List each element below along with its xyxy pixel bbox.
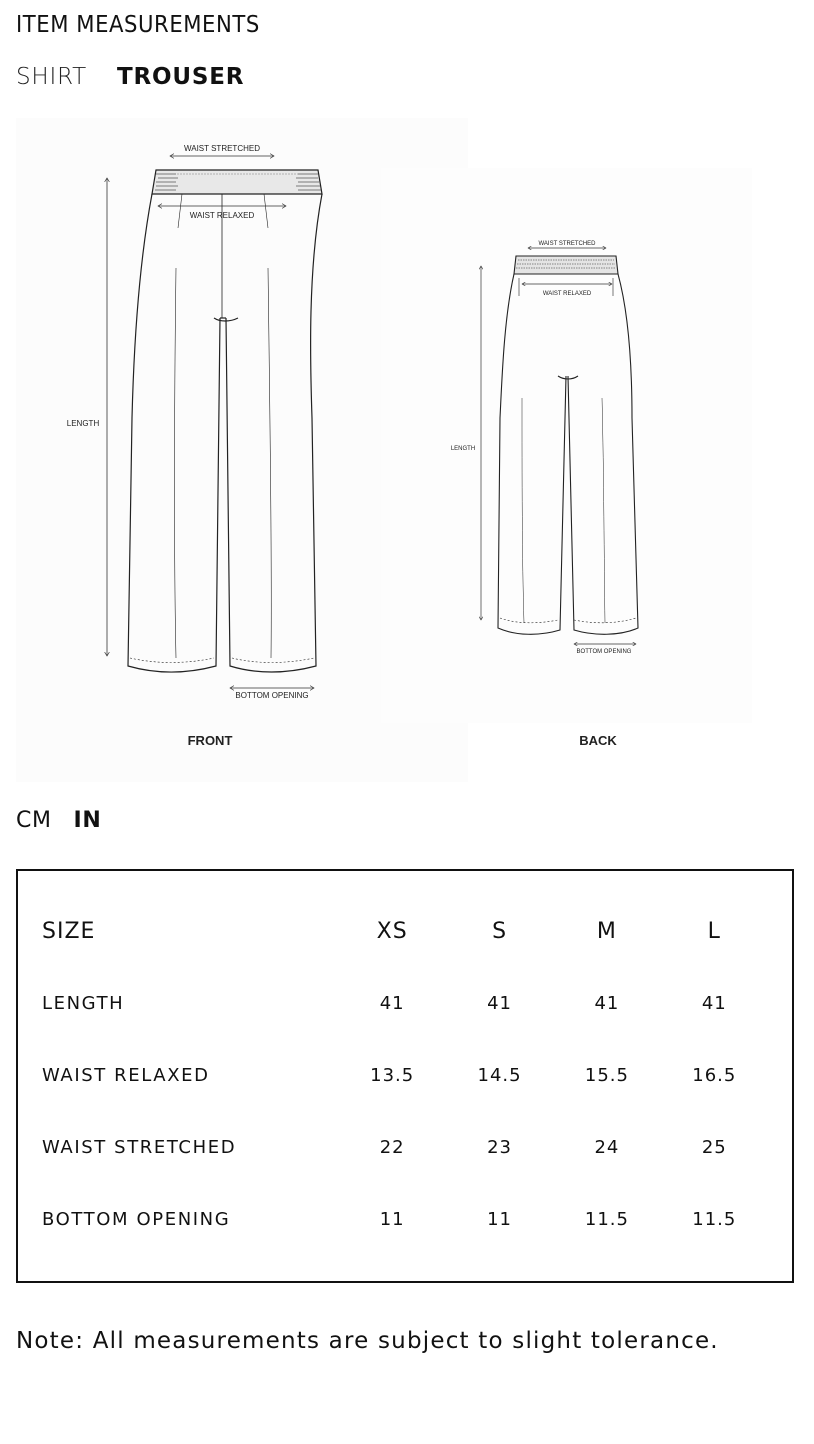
header-m: M — [596, 918, 617, 944]
back-bottom-opening-label: BOTTOM OPENING — [576, 649, 632, 655]
table-row — [42, 1111, 768, 1183]
table-row — [42, 1039, 768, 1111]
table-cell: 41 — [487, 992, 512, 1014]
table-cell: 41 — [594, 992, 620, 1014]
row-label: BOTTOM OPENING — [42, 1208, 231, 1230]
back-label: BACK — [579, 733, 617, 748]
table-cell: 11.5 — [584, 1208, 629, 1230]
front-waist-stretched-label: WAIST STRETCHED — [183, 144, 261, 153]
front-bottom-opening-label: BOTTOM OPENING — [235, 691, 309, 700]
table-cell: 11 — [379, 1208, 405, 1230]
table-cell: 41 — [379, 992, 405, 1014]
table-cell: 25 — [701, 1136, 727, 1158]
tab-cm[interactable]: CM — [16, 808, 52, 833]
table-row — [42, 967, 768, 1039]
page-title: ITEM MEASUREMENTS — [16, 12, 260, 38]
table-cell: 41 — [701, 992, 727, 1014]
tab-shirt[interactable]: SHIRT — [16, 64, 88, 90]
row-label: WAIST RELAXED — [42, 1064, 210, 1086]
front-waist-relaxed-label: WAIST RELAXED — [189, 211, 255, 220]
unit-tabs — [16, 808, 101, 833]
back-waist-relaxed-label: WAIST RELAXED — [542, 291, 592, 297]
row-label: LENGTH — [42, 992, 125, 1014]
table-cell: 11 — [487, 1208, 512, 1230]
tolerance-note: Note: All measurements are subject to slight tolerance. — [16, 1328, 719, 1354]
header-xs: XS — [376, 918, 408, 944]
tab-trouser[interactable]: TROUSER — [117, 64, 245, 90]
table-row — [42, 1183, 768, 1255]
front-label: FRONT — [187, 733, 233, 748]
front-length-label: LENGTH — [66, 419, 100, 428]
size-table — [42, 895, 768, 1255]
table-cell: 15.5 — [584, 1064, 629, 1086]
header-l: L — [707, 918, 721, 944]
table-cell: 14.5 — [477, 1064, 522, 1086]
size-table-container — [16, 869, 794, 1283]
table-cell: 16.5 — [692, 1064, 737, 1086]
table-cell: 13.5 — [370, 1064, 415, 1086]
back-length-label: LENGTH — [450, 446, 476, 452]
table-cell: 24 — [594, 1136, 620, 1158]
table-header-row — [42, 895, 768, 967]
table-cell: 23 — [487, 1136, 512, 1158]
back-waist-stretched-label: WAIST STRETCHED — [538, 241, 596, 247]
trouser-diagram — [16, 118, 752, 782]
header-size: SIZE — [42, 918, 96, 944]
table-cell: 22 — [379, 1136, 405, 1158]
garment-tabs — [16, 64, 244, 90]
table-cell: 11.5 — [692, 1208, 737, 1230]
row-label: WAIST STRETCHED — [42, 1136, 237, 1158]
header-s: S — [492, 918, 508, 944]
tab-in[interactable]: IN — [73, 808, 102, 833]
